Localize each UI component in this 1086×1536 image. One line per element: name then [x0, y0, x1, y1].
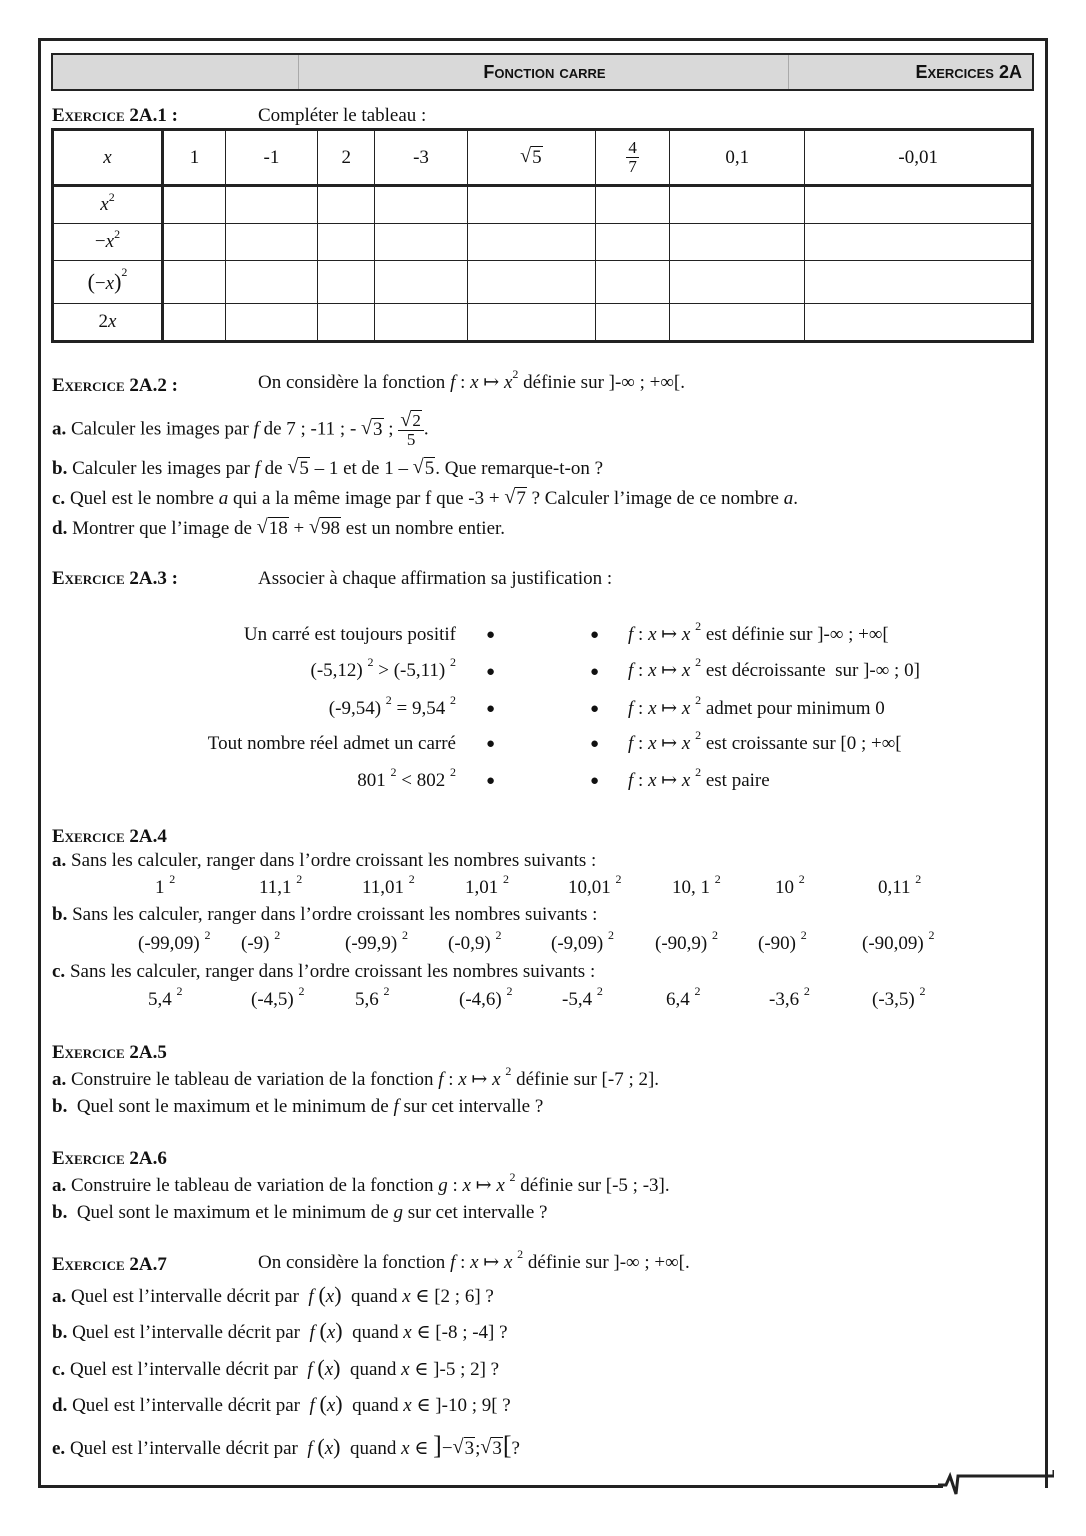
- ex2-intro: On considère la fonction f : x ↦ $x^2$ définie sur ]-∞ ; +∞[.: [258, 367, 685, 393]
- ex7-question-a: a. Quel est l’intervalle décrit par f (x) quand x ∈ [2 ; 6] ?: [52, 1282, 494, 1307]
- ex3-left-item: 801 $^2$ < 802 $^2$: [357, 765, 456, 791]
- ex7-question-e: e. Quel est l’intervalle décrit par f (x) quand x ∈ ]−√ 3;√ 3[?: [52, 1431, 520, 1461]
- number-item: 1 $^2$: [155, 872, 176, 898]
- number-item: (-4,5) $^2$: [251, 984, 305, 1010]
- ex3-left-item: Tout nombre réel admet un carré: [207, 733, 456, 754]
- ex6-question-a: a. Construire le tableau de variation de la fonction g : x ↦ x $^2$ définie sur [-5 ; -3].: [52, 1170, 670, 1196]
- ex4-label: Exercice 2A.4: [52, 826, 167, 847]
- ex3-right-item: f : x ↦ x $^2$ est croissante sur [0 ; +∞[: [628, 728, 902, 754]
- ex5-question-b: b. Quel sont le maximum et le minimum de f sur cet intervalle ?: [52, 1096, 544, 1117]
- table-header-cell: -3: [375, 130, 467, 186]
- ex3-left-item: Un carré est toujours positif: [243, 624, 456, 645]
- match-dot-left[interactable]: ●: [486, 701, 496, 717]
- ex4-question-c: c. Sans les calculer, ranger dans l’ordre croissant les nombres suivants :: [52, 961, 596, 982]
- number-item: (-9,09) $^2$: [551, 928, 614, 954]
- number-item: 10, 1 $^2$: [672, 872, 721, 898]
- ex7-question-b: b. Quel est l’intervalle décrit par f (x) quand x ∈ [-8 ; -4] ?: [52, 1318, 508, 1343]
- ex5-question-a: a. Construire le tableau de variation de la fonction f : x ↦ x $^2$ définie sur [-7 ; 2].: [52, 1064, 660, 1090]
- ex2-label: Exercice 2A.2 :: [52, 375, 178, 396]
- ex4-question-b: b. Sans les calculer, ranger dans l’ordre croissant les nombres suivants :: [52, 904, 598, 925]
- match-dot-left[interactable]: ●: [486, 736, 496, 752]
- ex3-right-item: f : x ↦ x $^2$ est décroissante sur ]-∞ ; 0]: [628, 655, 920, 681]
- ex3-left-item: (-9,54) $^2$ = 9,54 $^2$: [328, 693, 456, 719]
- number-item: 10,01 $^2$: [568, 872, 622, 898]
- number-item: 11,1 $^2$: [259, 872, 303, 898]
- ex2-question-d: d. Montrer que l’image de √ 18 + √ 98 est un nombre entier.: [52, 518, 505, 540]
- number-item: (-4,6) $^2$: [459, 984, 513, 1010]
- ex3-left-item: (-5,12) $^2$ > (-5,11) $^2$: [310, 655, 456, 681]
- ex7-question-d: d. Quel est l’intervalle décrit par f (x) quand x ∈ ]-10 ; 9[ ?: [52, 1391, 511, 1416]
- number-item: 0,11 $^2$: [878, 872, 922, 898]
- table-header-cell: -1: [225, 130, 317, 186]
- ex3-right-item: f : x ↦ x $^2$ admet pour minimum 0: [628, 693, 885, 719]
- match-dot-right[interactable]: ●: [590, 627, 600, 643]
- values-table: [51, 128, 1034, 343]
- match-dot-right[interactable]: ●: [590, 736, 600, 752]
- match-dot-left[interactable]: ●: [486, 664, 496, 680]
- ex3-right-item: f : x ↦ x $^2$ est paire: [628, 765, 770, 791]
- table-header-cell: -0,01: [805, 130, 1033, 186]
- ex1-instruction: Compléter le tableau :: [258, 105, 427, 126]
- ex4-question-a: a. Sans les calculer, ranger dans l’ordre croissant les nombres suivants :: [52, 850, 597, 871]
- table-header-x: x: [53, 130, 163, 186]
- number-item: 6,4 $^2$: [666, 984, 701, 1010]
- number-item: (-90,9) $^2$: [655, 928, 718, 954]
- ex2-question-a: a. Calculer les images par f de 7 ; -11 ; - √ 3 ; √ $\frac{2}{5}$ .: [52, 412, 429, 449]
- number-item: (-0,9) $^2$: [448, 928, 502, 954]
- table-header-cell: 2: [318, 130, 375, 186]
- ex5-label: Exercice 2A.5: [52, 1042, 167, 1063]
- row-label-minus-x-paren-squared: $(-x)^2$: [53, 261, 163, 304]
- number-item: 11,01 $^2$: [362, 872, 415, 898]
- table-header-cell: $\frac{4}{7}$: [596, 130, 670, 186]
- page-frame-bottom: [38, 1485, 943, 1488]
- page-title: Fonction carre: [483, 62, 606, 82]
- match-dot-left[interactable]: ●: [486, 773, 496, 789]
- ex6-label: Exercice 2A.6: [52, 1148, 167, 1169]
- number-item: (-9) $^2$: [241, 928, 281, 954]
- match-dot-right[interactable]: ●: [590, 773, 600, 789]
- number-item: (-99,09) $^2$: [138, 928, 211, 954]
- number-item: 5,6 $^2$: [355, 984, 390, 1010]
- number-item: 10 $^2$: [775, 872, 805, 898]
- ex6-question-b: b. Quel sont le maximum et le minimum de g sur cet intervalle ?: [52, 1202, 548, 1223]
- number-item: -3,6 $^2$: [769, 984, 810, 1010]
- ex3-intro: Associer à chaque affirmation sa justification :: [258, 568, 613, 589]
- page-header: [51, 53, 1034, 91]
- ex2-question-b: b. Calculer les images par f de √ 5 – 1 et de 1 – √ 5. Que remarque-t-on ?: [52, 458, 603, 480]
- match-dot-left[interactable]: ●: [486, 627, 496, 643]
- page-corner-notch: [938, 1470, 1054, 1495]
- number-item: (-90) $^2$: [758, 928, 807, 954]
- number-item: (-99,9) $^2$: [345, 928, 408, 954]
- match-dot-right[interactable]: ●: [590, 701, 600, 717]
- ex1-label: Exercice 2A.1 :: [52, 105, 178, 126]
- row-label-minus-x-squared: $-x^2$: [53, 224, 163, 261]
- ex7-question-c: c. Quel est l’intervalle décrit par f (x) quand x ∈ ]-5 ; 2] ?: [52, 1355, 500, 1380]
- number-item: -5,4 $^2$: [562, 984, 603, 1010]
- ex3-right-item: f : x ↦ x $^2$ est définie sur ]-∞ ; +∞[: [628, 619, 889, 645]
- number-item: 5,4 $^2$: [148, 984, 183, 1010]
- exercise-set-tag: Exercices 2A: [915, 62, 1022, 82]
- number-item: 1,01 $^2$: [465, 872, 509, 898]
- match-dot-right[interactable]: ●: [590, 664, 600, 680]
- ex7-intro: On considère la fonction f : x ↦ x $^2$ définie sur ]-∞ ; +∞[.: [258, 1247, 690, 1273]
- table-header-cell: √ 5: [467, 130, 596, 186]
- ex3-label: Exercice 2A.3 :: [52, 568, 178, 589]
- table-header-cell: 0,1: [670, 130, 805, 186]
- number-item: (-90,09) $^2$: [862, 928, 935, 954]
- number-item: (-3,5) $^2$: [872, 984, 926, 1010]
- table-header-cell: 1: [163, 130, 226, 186]
- ex7-label: Exercice 2A.7: [52, 1254, 167, 1275]
- row-label-2x: 2x: [53, 304, 163, 342]
- ex2-question-c: c. Quel est le nombre a qui a la même image par f que -3 + √ 7 ? Calculer l’image de ce nombre a.: [52, 488, 798, 510]
- row-label-x-squared: $x^2$: [53, 186, 163, 224]
